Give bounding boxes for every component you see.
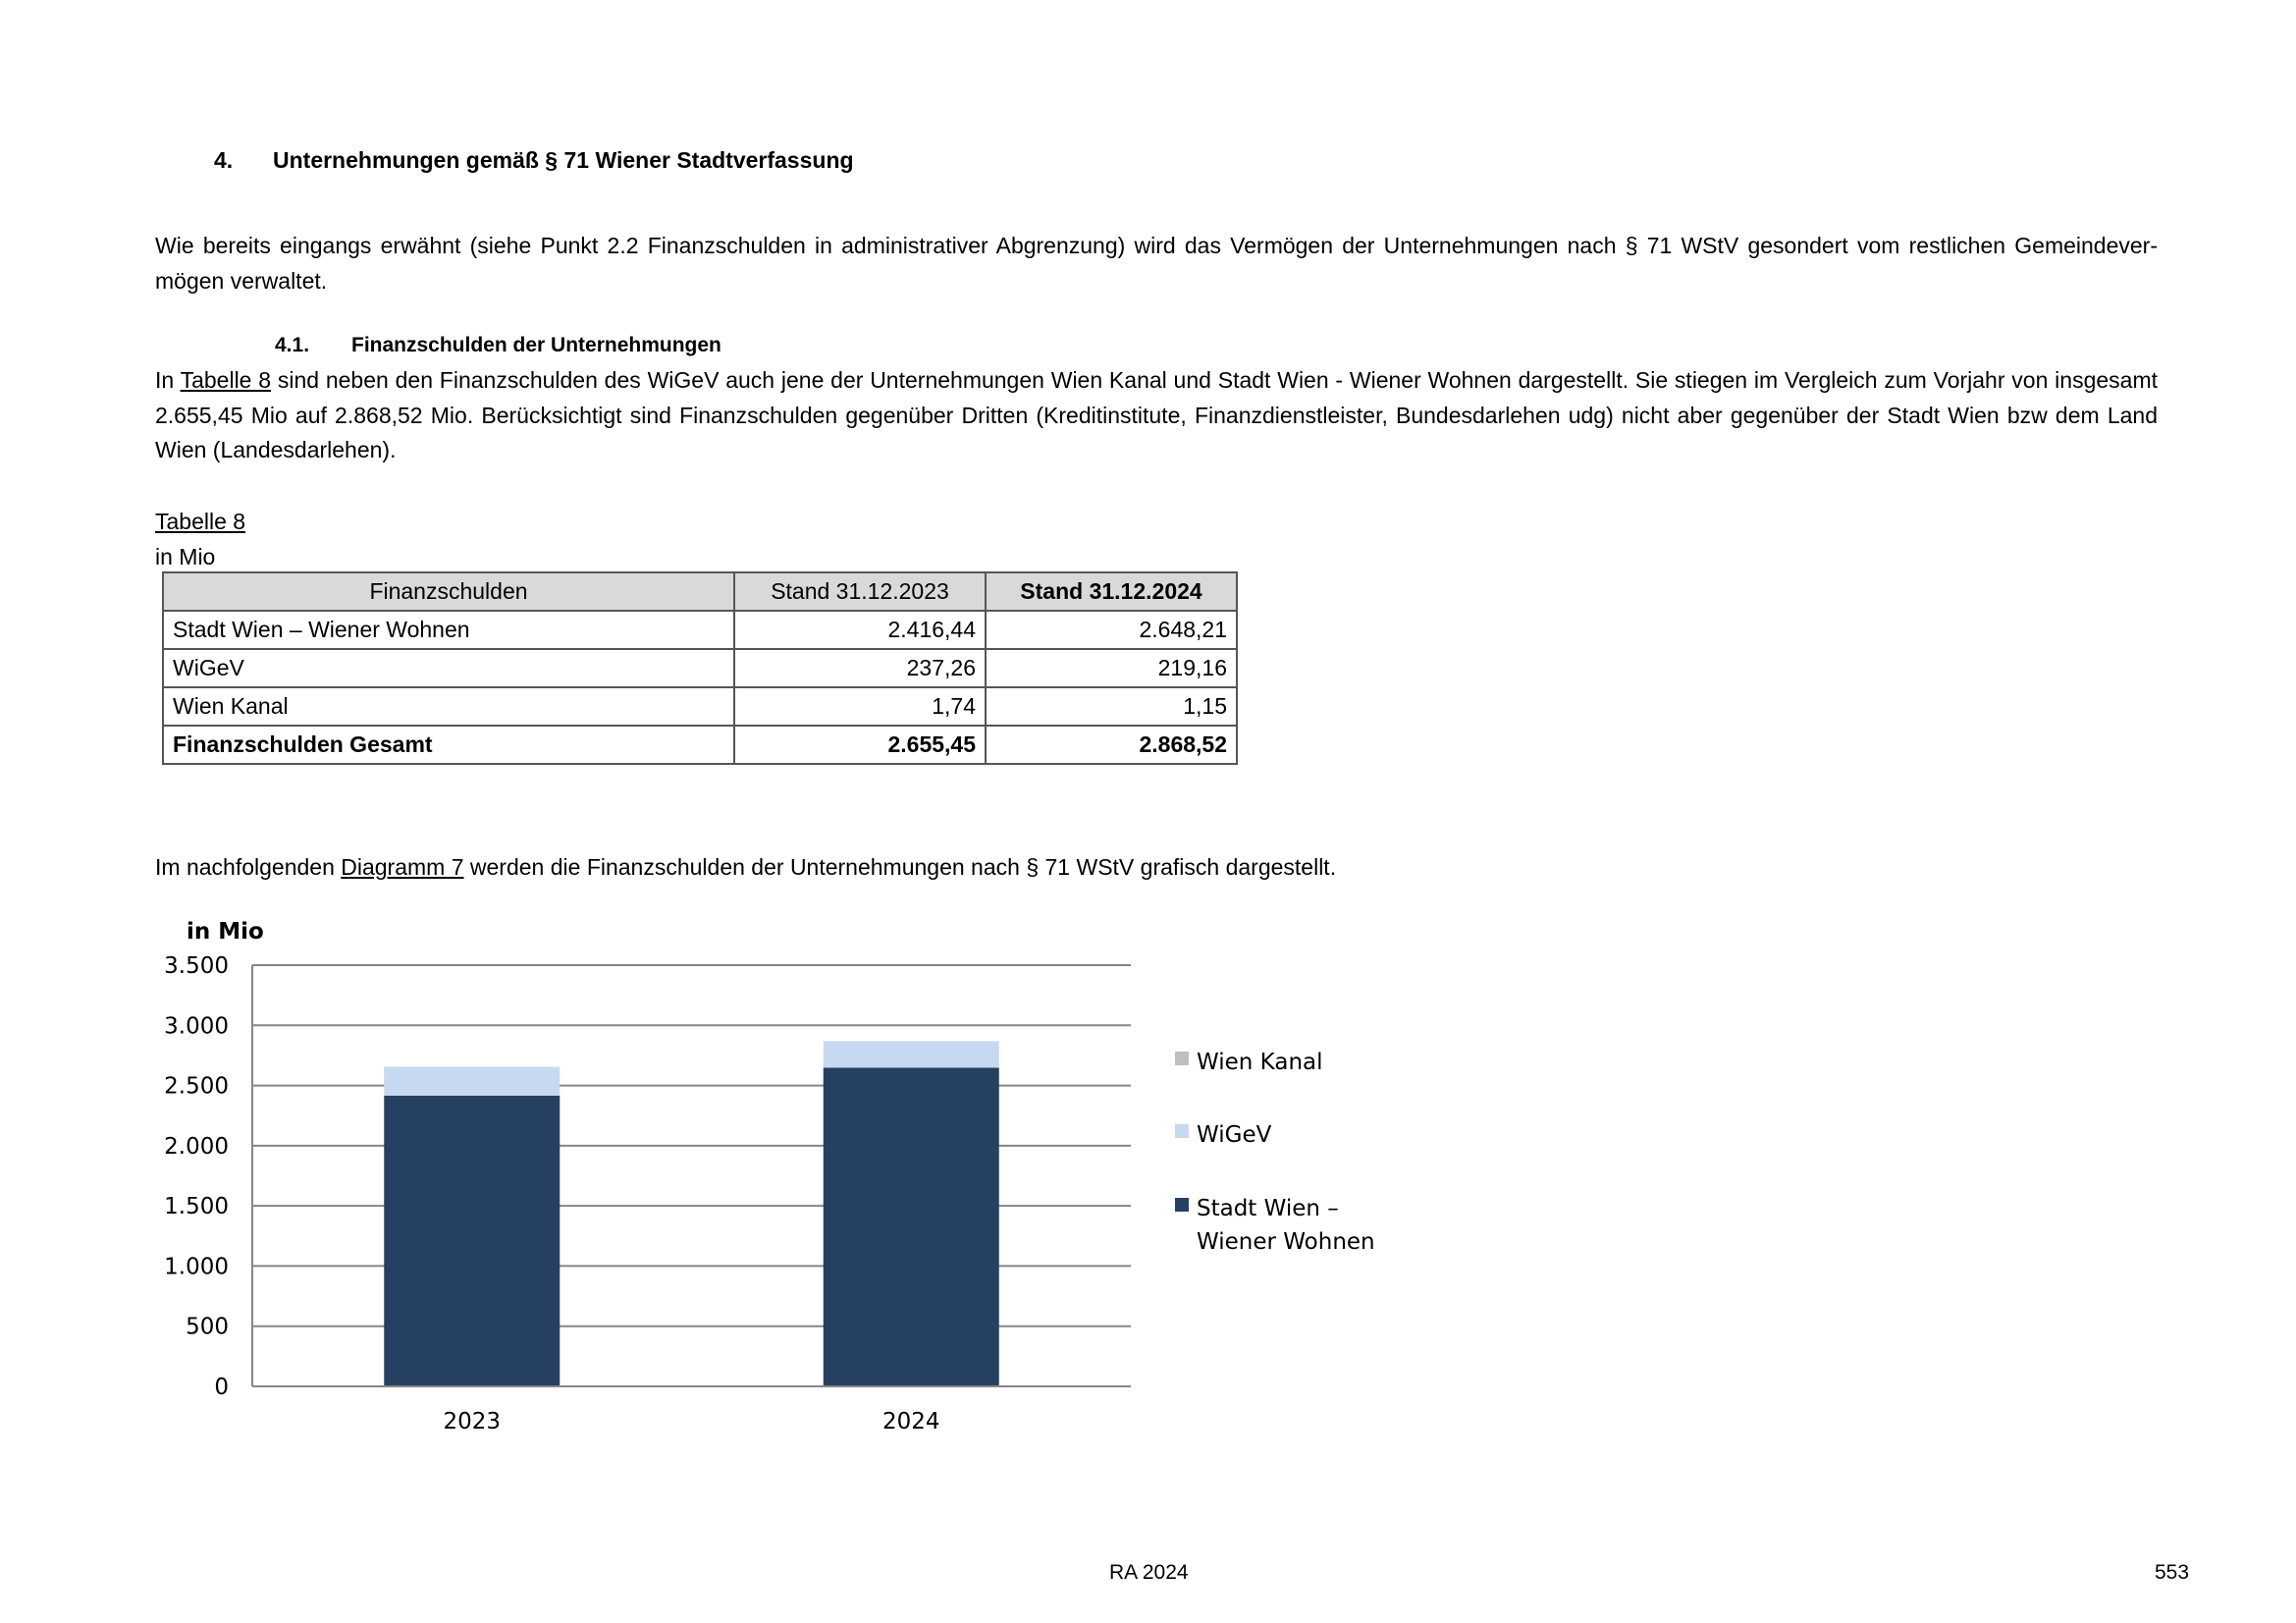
row-value-2023: 1,74 <box>734 687 986 726</box>
bar-segment <box>384 1096 560 1386</box>
diagramm-7-link[interactable]: Diagramm 7 <box>341 854 464 880</box>
stacked-bar-chart <box>137 901 1414 1451</box>
legend-swatch <box>1175 1124 1189 1138</box>
row-label: Stadt Wien – Wiener Wohnen <box>163 611 734 649</box>
row-value-2023: 237,26 <box>734 649 986 687</box>
chart-intro-paragraph <box>155 850 2158 886</box>
legend-label: WiGeV <box>1197 1122 1272 1148</box>
row-value-2023: 2.416,44 <box>734 611 986 649</box>
section-title: Unternehmungen gemäß § 71 Wiener Stadtverfassung <box>273 147 854 173</box>
row-label: Wien Kanal <box>163 687 734 726</box>
bar-segment <box>824 1042 999 1068</box>
total-label: Finanzschulden Gesamt <box>163 726 734 764</box>
footer-report: RA 2024 <box>1109 1561 1189 1584</box>
section-number: 4. <box>214 147 234 173</box>
subsection-title: Finanzschulden der Unternehmungen <box>351 334 721 356</box>
table-unit: in Mio <box>155 544 216 569</box>
intro-text: Wie bereits eingangs erwähnt (siehe Punkt 2.2 Finanzschulden in administrativer Abgrenzung) wird das Vermögen der Unternehmungen nach § 71 WStV gesondert vom restlichen Gemeindever-mögen verwaltet. <box>155 233 2158 294</box>
para2-post: sind neben den Finanzschulden des WiGeV auch jene der Unternehmungen Wien Kanal und Stadt Wien - Wiener Wohnen dargestellt. Sie stiegen im Vergleich zum Vorjahr von insgesamt 2.655,45 Mio auf 2.868,52 Mio. Berücksichtigt sind Finanzschulden gegenüber Dritten (Kreditinstitute, Finanzdienstleister, Bundesdarlehen udg) nicht aber gegenüber der Stadt Wien bzw dem Land Wien (Landesdarlehen). <box>155 367 2159 462</box>
table-header-row <box>163 572 1237 611</box>
table-row <box>163 649 1237 687</box>
x-tick-label: 2024 <box>881 1409 940 1434</box>
header-finanzschulden: Finanzschulden <box>163 572 734 611</box>
y-tick-label: 1.500 <box>164 1194 229 1220</box>
table-caption: Tabelle 8 <box>155 509 246 534</box>
table-total-row <box>163 726 1237 764</box>
y-tick-label: 500 <box>186 1314 229 1340</box>
legend-label: Wien Kanal <box>1197 1050 1323 1075</box>
y-tick-label: 3.000 <box>164 1013 229 1040</box>
intro-paragraph <box>155 229 2158 298</box>
legend-label: Stadt Wien – <box>1197 1196 1339 1221</box>
subsection-heading <box>275 334 721 357</box>
y-tick-label: 0 <box>214 1375 229 1400</box>
table-row <box>163 611 1237 649</box>
total-value-2024: 2.868,52 <box>986 726 1237 764</box>
legend-label: Wiener Wohnen <box>1197 1229 1375 1255</box>
section-heading <box>214 147 854 174</box>
bar-segment <box>824 1067 999 1386</box>
total-value-2023: 2.655,45 <box>734 726 986 764</box>
table-8-link[interactable]: Tabelle 8 <box>180 367 272 393</box>
footer-page-number: 553 <box>2155 1561 2190 1584</box>
description-paragraph <box>155 363 2158 468</box>
x-tick-label: 2023 <box>443 1409 502 1434</box>
para3-pre: Im nachfolgenden <box>155 854 342 880</box>
y-tick-label: 3.500 <box>164 953 229 979</box>
finanzschulden-table <box>162 571 1238 765</box>
para3-post: werden die Finanzschulden der Unternehmungen nach § 71 WStV grafisch dargestellt. <box>463 854 1337 880</box>
legend-swatch <box>1175 1198 1189 1212</box>
legend-swatch <box>1175 1052 1189 1065</box>
row-value-2024: 2.648,21 <box>986 611 1237 649</box>
bar-segment <box>384 1067 560 1096</box>
row-value-2024: 219,16 <box>986 649 1237 687</box>
y-tick-label: 1.000 <box>164 1254 229 1280</box>
subsection-number: 4.1. <box>275 334 310 356</box>
header-stand-2024: Stand 31.12.2024 <box>986 572 1237 611</box>
row-label: WiGeV <box>163 649 734 687</box>
y-tick-label: 2.000 <box>164 1133 229 1160</box>
chart-title: in Mio <box>187 919 264 945</box>
row-value-2024: 1,15 <box>986 687 1237 726</box>
header-stand-2023: Stand 31.12.2023 <box>734 572 986 611</box>
table-row <box>163 687 1237 726</box>
para2-pre: In <box>155 367 181 393</box>
y-tick-label: 2.500 <box>164 1073 229 1100</box>
